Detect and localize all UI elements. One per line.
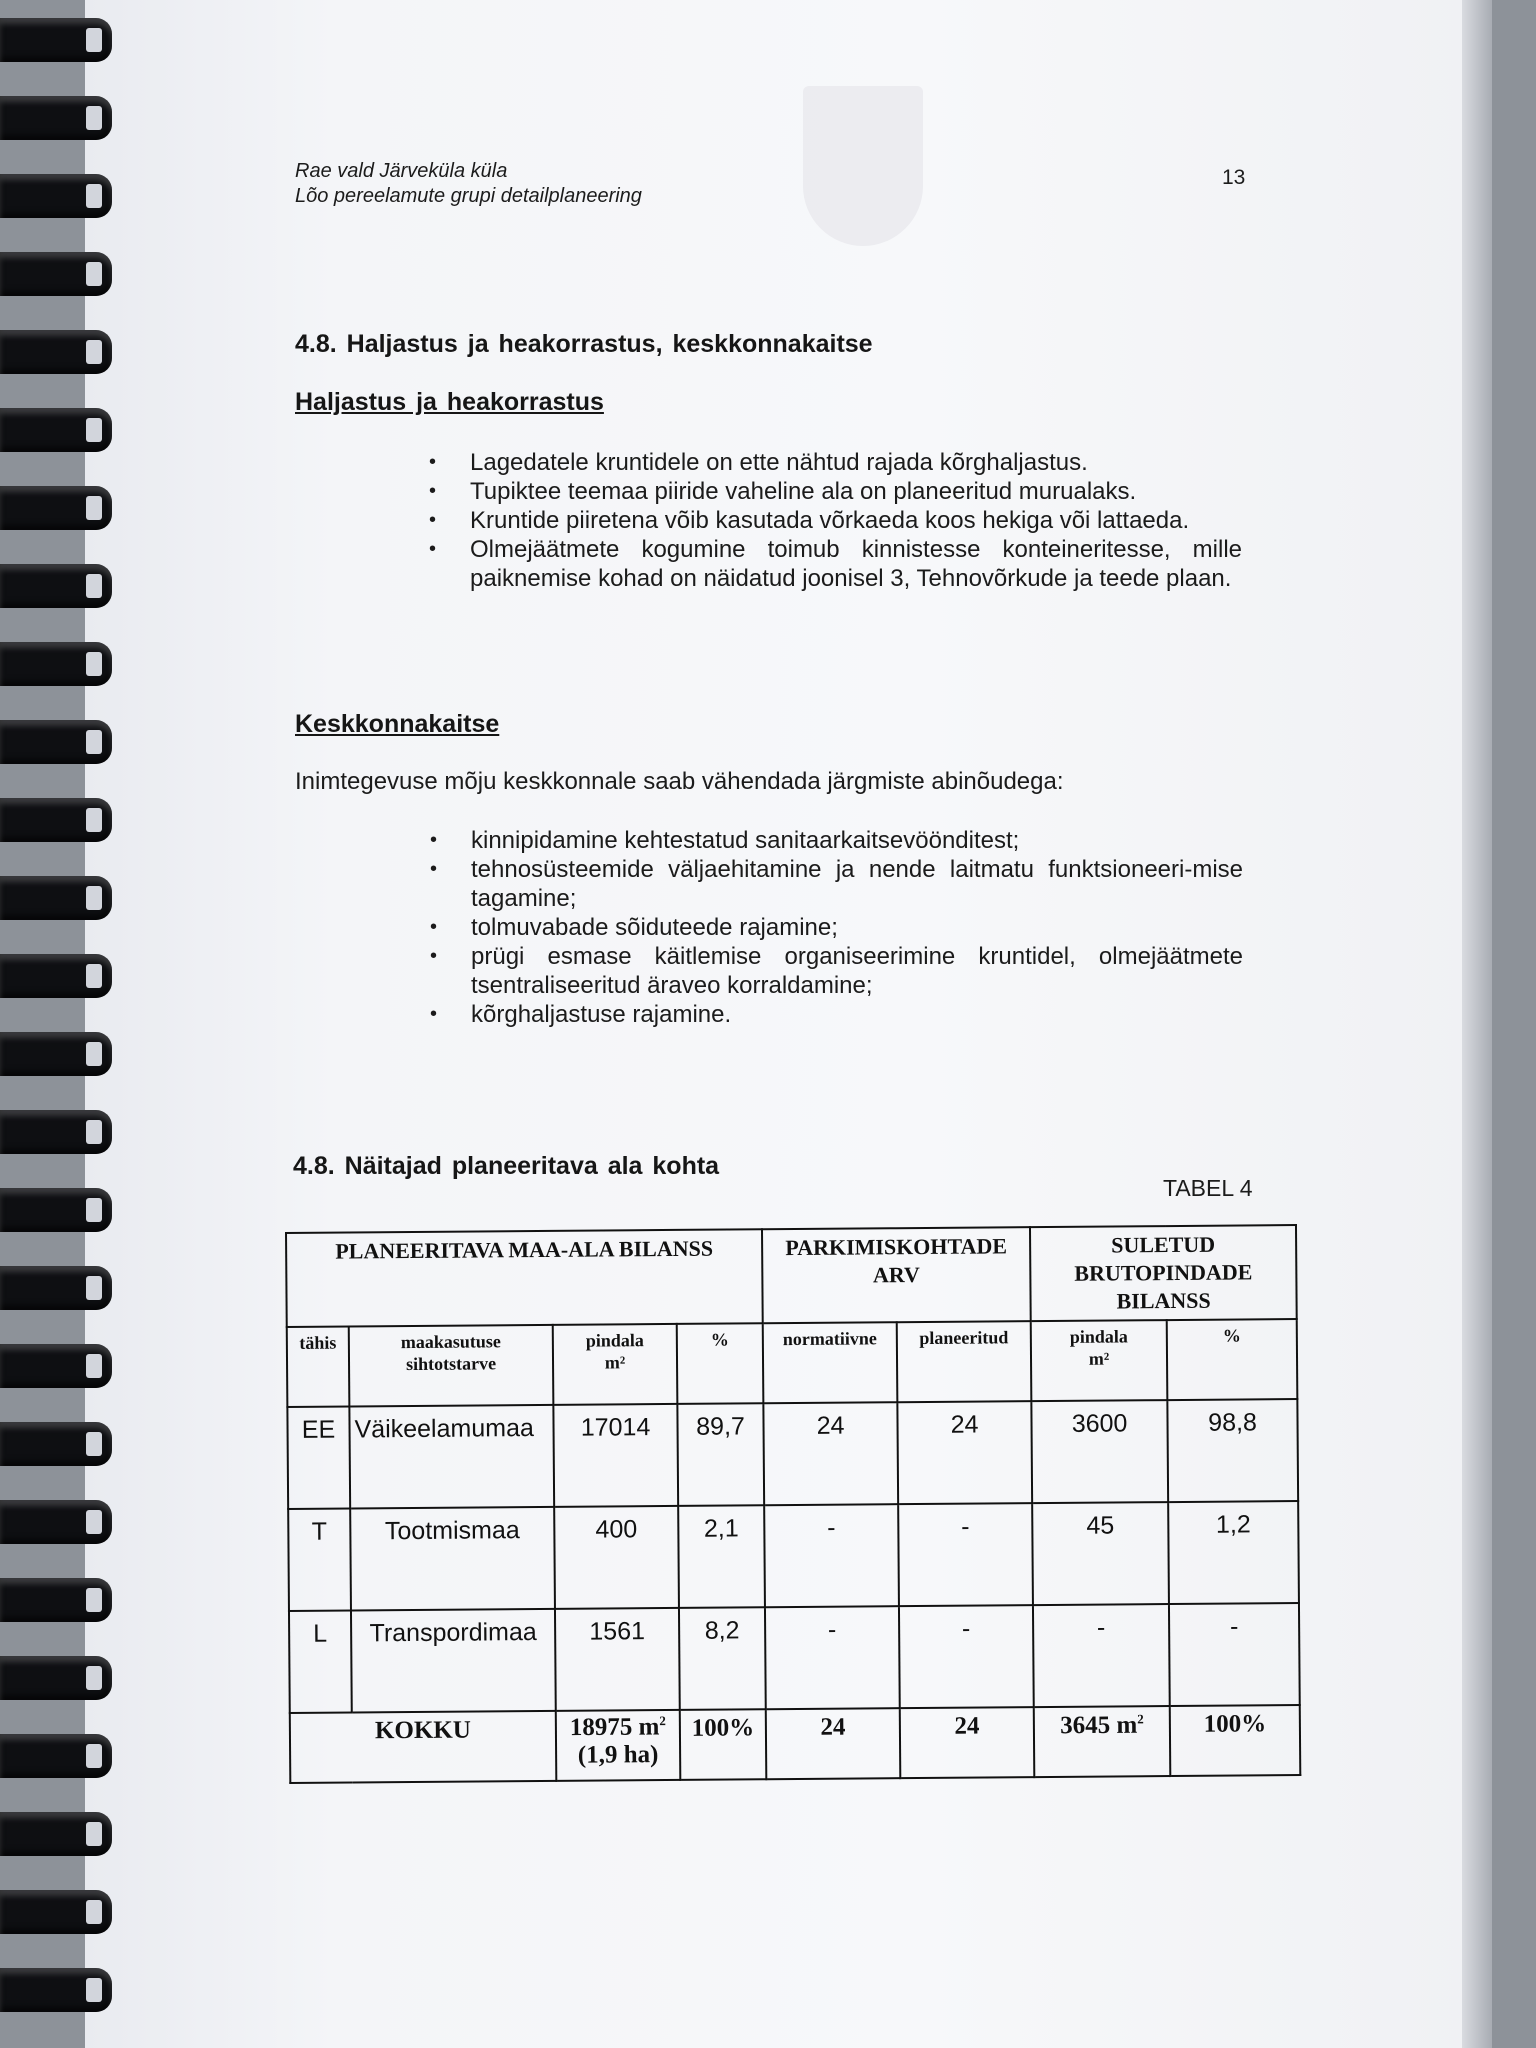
table-label: TABEL 4	[1163, 1175, 1253, 1201]
page-edge	[1462, 0, 1492, 2048]
list-item: • Lagedatele kruntidele on ette nähtud rajada kõrghaljastus.	[436, 448, 1242, 477]
total-area-value: 18975 m	[569, 1713, 660, 1742]
balance-table	[285, 1224, 1301, 1784]
header-parking: PARKIMISKOHTADE ARV	[762, 1227, 1031, 1323]
cell-tahis: T	[288, 1508, 351, 1610]
total-closed-pct: 100%	[1170, 1705, 1301, 1776]
cell-closed-area: 3600	[1031, 1400, 1168, 1503]
header-land-balance: PLANEERITAVA MAA-ALA BILANSS	[286, 1229, 763, 1327]
col-tahis: tähis	[287, 1327, 350, 1407]
total-planned: 24	[900, 1707, 1035, 1778]
table-total-row	[290, 1705, 1301, 1783]
table-row	[288, 1501, 1299, 1611]
table-row	[289, 1603, 1300, 1713]
header-plan-title: Lõo pereelamute grupi detailplaneering	[295, 185, 642, 207]
cell-closed-area: 45	[1032, 1502, 1169, 1605]
cell-closed-area: -	[1033, 1604, 1170, 1707]
subheading-environment: Keskkonnakaitse	[295, 710, 500, 738]
total-area-ha: (1,9 ha)	[577, 1741, 659, 1770]
cell-planned: -	[898, 1503, 1033, 1606]
list-item: • kõrghaljastuse rajamine.	[437, 1000, 1243, 1029]
col-closed-area-label: pindala	[1069, 1326, 1128, 1347]
crest-showthrough	[803, 86, 923, 246]
section-title-greenery: 4.8. Haljastus ja heakorrastus, keskkonnakaitse	[295, 330, 873, 358]
environment-intro: Inimtegevuse mõju keskkonnale saab vähendada järgmiste abinõudega:	[295, 768, 1064, 795]
list-item: • kinnipidamine kehtestatud sanitaarkaitsevöönditest;	[437, 826, 1243, 855]
total-closed-area	[1034, 1706, 1171, 1777]
col-closed-area-unit: m²	[1088, 1348, 1110, 1369]
spiral-binding	[0, 0, 118, 2048]
cell-normative: 24	[763, 1402, 898, 1505]
list-item: • tehnosüsteemide väljaehitamine ja nende laitmatu funktsioneeri-mise tagamine;	[437, 855, 1243, 913]
total-label: KOKKU	[290, 1711, 557, 1783]
list-item: • tolmuvabade sõiduteede rajamine;	[437, 913, 1243, 942]
list-item: • Olmejäätmete kogumine toimub kinnistesse konteineritesse, mille paiknemise kohad on näidatud joonisel 3, Tehnovõrkude ja teede plaan.	[436, 535, 1242, 593]
total-normative: 24	[766, 1708, 901, 1779]
cell-planned: 24	[897, 1401, 1032, 1504]
subheading-greenery: Haljastus ja heakorrastus	[295, 388, 604, 416]
cell-purpose: Väikeelamumaa	[349, 1405, 554, 1509]
cell-purpose: Tootmismaa	[350, 1507, 555, 1611]
total-area	[556, 1710, 681, 1781]
page-number: 13	[1222, 166, 1246, 189]
col-area-label: pindala	[585, 1330, 644, 1351]
cell-normative: -	[765, 1606, 900, 1709]
environment-list	[437, 826, 1243, 1029]
list-item: • Kruntide piiretena võib kasutada võrkaeda koos hekiga või lattaeda.	[436, 506, 1242, 535]
cell-closed-pct: 98,8	[1167, 1399, 1298, 1502]
cell-pct: 89,7	[677, 1403, 764, 1506]
col-area	[553, 1324, 678, 1405]
section-title-indicators: 4.8. Näitajad planeeritava ala kohta	[293, 1152, 720, 1180]
cell-tahis: L	[289, 1610, 352, 1712]
cell-closed-pct: 1,2	[1168, 1501, 1299, 1604]
total-closed-area-value: 3645 m	[1060, 1711, 1138, 1740]
col-closed-area	[1031, 1320, 1168, 1401]
col-normative: normatiivne	[763, 1322, 898, 1403]
total-pct: 100%	[680, 1709, 767, 1780]
cell-area: 17014	[553, 1404, 678, 1507]
cell-planned: -	[899, 1605, 1034, 1708]
cell-pct: 8,2	[679, 1607, 766, 1710]
cell-closed-pct: -	[1169, 1603, 1300, 1706]
header-closed-area: SULETUD BRUTOPINDADE BILANSS	[1030, 1225, 1297, 1321]
cell-area: 1561	[555, 1608, 680, 1711]
table-row	[287, 1399, 1298, 1509]
cell-area: 400	[554, 1506, 679, 1609]
cell-tahis: EE	[287, 1406, 350, 1508]
list-item: • prügi esmase käitlemise organiseerimine kruntidel, olmejäätmete tsentraliseeritud äraveo korraldamine;	[437, 942, 1243, 1000]
col-closed-pct: %	[1167, 1319, 1298, 1400]
list-item: • Tupiktee teemaa piiride vaheline ala on planeeritud murualaks.	[436, 477, 1242, 506]
greenery-list	[436, 448, 1242, 593]
col-area-unit: m²	[604, 1352, 626, 1373]
cell-normative: -	[764, 1504, 899, 1607]
header-municipality: Rae vald Järveküla küla	[295, 160, 508, 182]
col-pct: %	[677, 1323, 764, 1404]
col-purpose: maakasutuse sihtotstarve	[349, 1325, 554, 1407]
total-closed-area-unit-sup: 2	[1137, 1711, 1144, 1727]
cell-purpose: Transpordimaa	[351, 1609, 556, 1713]
cell-pct: 2,1	[678, 1505, 765, 1608]
col-planned: planeeritud	[897, 1321, 1032, 1402]
total-area-unit-sup: 2	[659, 1713, 666, 1729]
